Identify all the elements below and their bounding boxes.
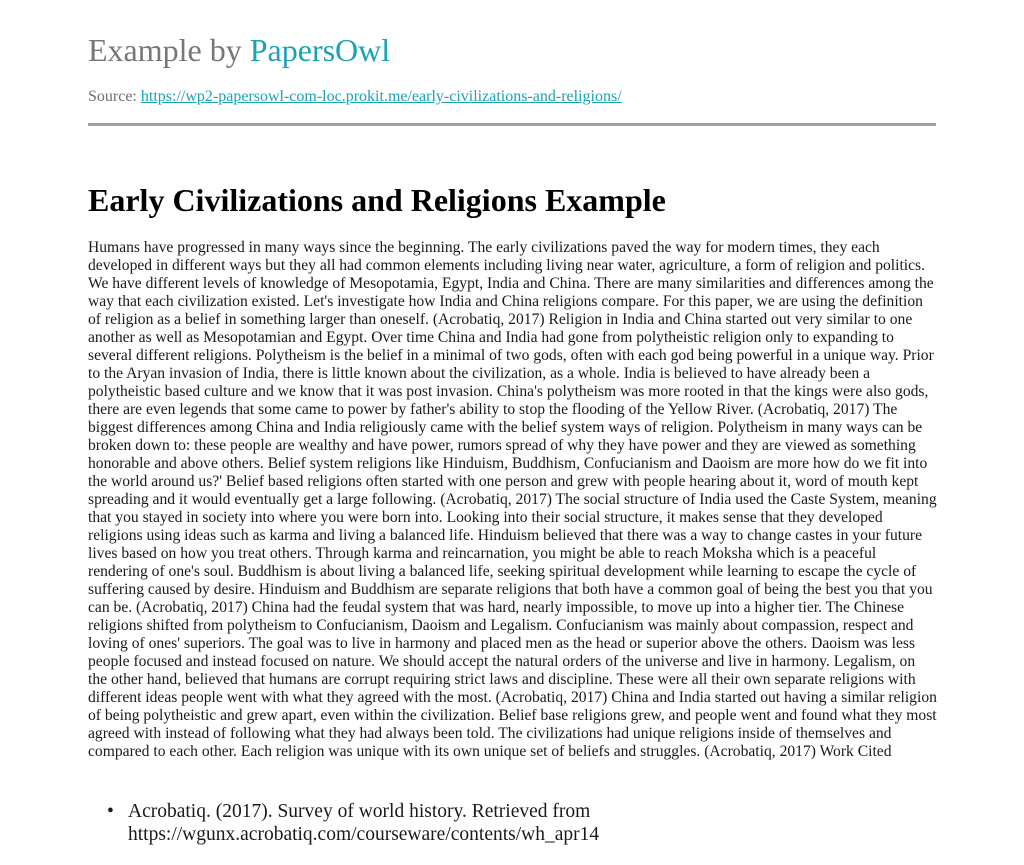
reference-text: Acrobatiq. (2017). Survey of world history. Retrieved from [128, 801, 591, 822]
list-item [88, 800, 948, 846]
brand-name[interactable]: PapersOwl [249, 32, 391, 68]
source-label: Source: [88, 88, 141, 105]
references-list [88, 800, 948, 846]
bullet-icon: • [107, 801, 114, 822]
reference-url: https://wgunx.acrobatiq.com/courseware/contents/wh_apr14 [128, 824, 600, 845]
brand-prefix: Example by [88, 32, 250, 68]
page-header [88, 30, 936, 108]
brand-title [88, 30, 936, 70]
source-line [88, 86, 936, 108]
source-link[interactable]: https://wp2-papersowl-com-loc.prokit.me/early-civilizations-and-religions/ [140, 88, 622, 105]
header-divider [88, 123, 936, 126]
page-title: Early Civilizations and Religions Example [88, 182, 666, 218]
article-body: Humans have progressed in many ways since the beginning. The early civilizations paved the way for modern times, they each developed in different ways but they all had common elements including living near water, agriculture, a form of religion and politics. We have different levels of knowledge of Mesopotamia, Egypt, India and China. There are many similarities and differences among the way that each civilization existed. Let's investigate how India and China religions compare. For this paper, we are using the definition of religion as a belief in something larger than oneself. (Acrobatiq, 2017) Religion in India and China started out very similar to one another as well as Mesopotamian and Egypt. Over time China and India had gone from polytheistic religion only to expanding to several different religions. Polytheism is the belief in a minimal of two gods, often with each god being powerful in a unique way. Prior to the Aryan invasion of India, there is little known about the civilization, as a whole. India is believed to have already been a polytheistic based culture and we know that it was post invasion. China's polytheism was more rooted in that the kings were also gods, there are even legends that some came to power by father's ability to stop the flooding of the Yellow River. (Acrobatiq, 2017) The biggest differences among China and India religiously came with the belief system ways of religion. Polytheism in many ways can be broken down to: these people are wealthy and have power, rumors spread of why they have power and they are viewed as something honorable and above others. Belief system religions like Hinduism, Buddhism, Confucianism and Daoism are more how do we fit into the world around us?' Belief based religions often started with one person and grew with people hearing about it, word of mouth kept spreading and it would eventually get a large following. (Acrobatiq, 2017) The social structure of India used the Caste System, meaning that you stayed in society into where you were born into. Looking into their social structure, it makes sense that they developed religions using ideas such as karma and living a balanced life. Hinduism believed that there was a way to change castes in your future lives based on how you treat others. Through karma and reincarnation, you might be able to reach Moksha which is a peaceful rendering of one's soul. Buddhism is about living a balanced life, seeking spiritual development while learning to escape the cycle of suffering caused by desire. Hinduism and Buddhism are separate religions that both have a common goal of being the best you that you can be. (Acrobatiq, 2017) China had the feudal system that was hard, nearly impossible, to move up into a higher tier. The Chinese religions shifted from polytheism to Confucianism, Daoism and Legalism. Confucianism was mainly about compassion, respect and loving of ones' superiors. The goal was to live in harmony and placed men as the head or superior above the others. Daoism was less people focused and instead focused on nature. We should accept the natural orders of the universe and live in harmony. Legalism, on the other hand, believed that humans are corrupt requiring strict laws and discipline. These were all their own separate religions with different ideas people went with what they agreed with the most. (Acrobatiq, 2017) China and India started out having a similar religion of being polytheistic and grew apart, even within the civilization. Belief base religions grew, and people went and found what they most agreed with instead of following what they had always been told. The civilizations had unique religions inside of themselves and compared to each other. Each religion was unique with its own unique set of beliefs and struggles. (Acrobatiq, 2017) Work Cited [88, 239, 937, 760]
